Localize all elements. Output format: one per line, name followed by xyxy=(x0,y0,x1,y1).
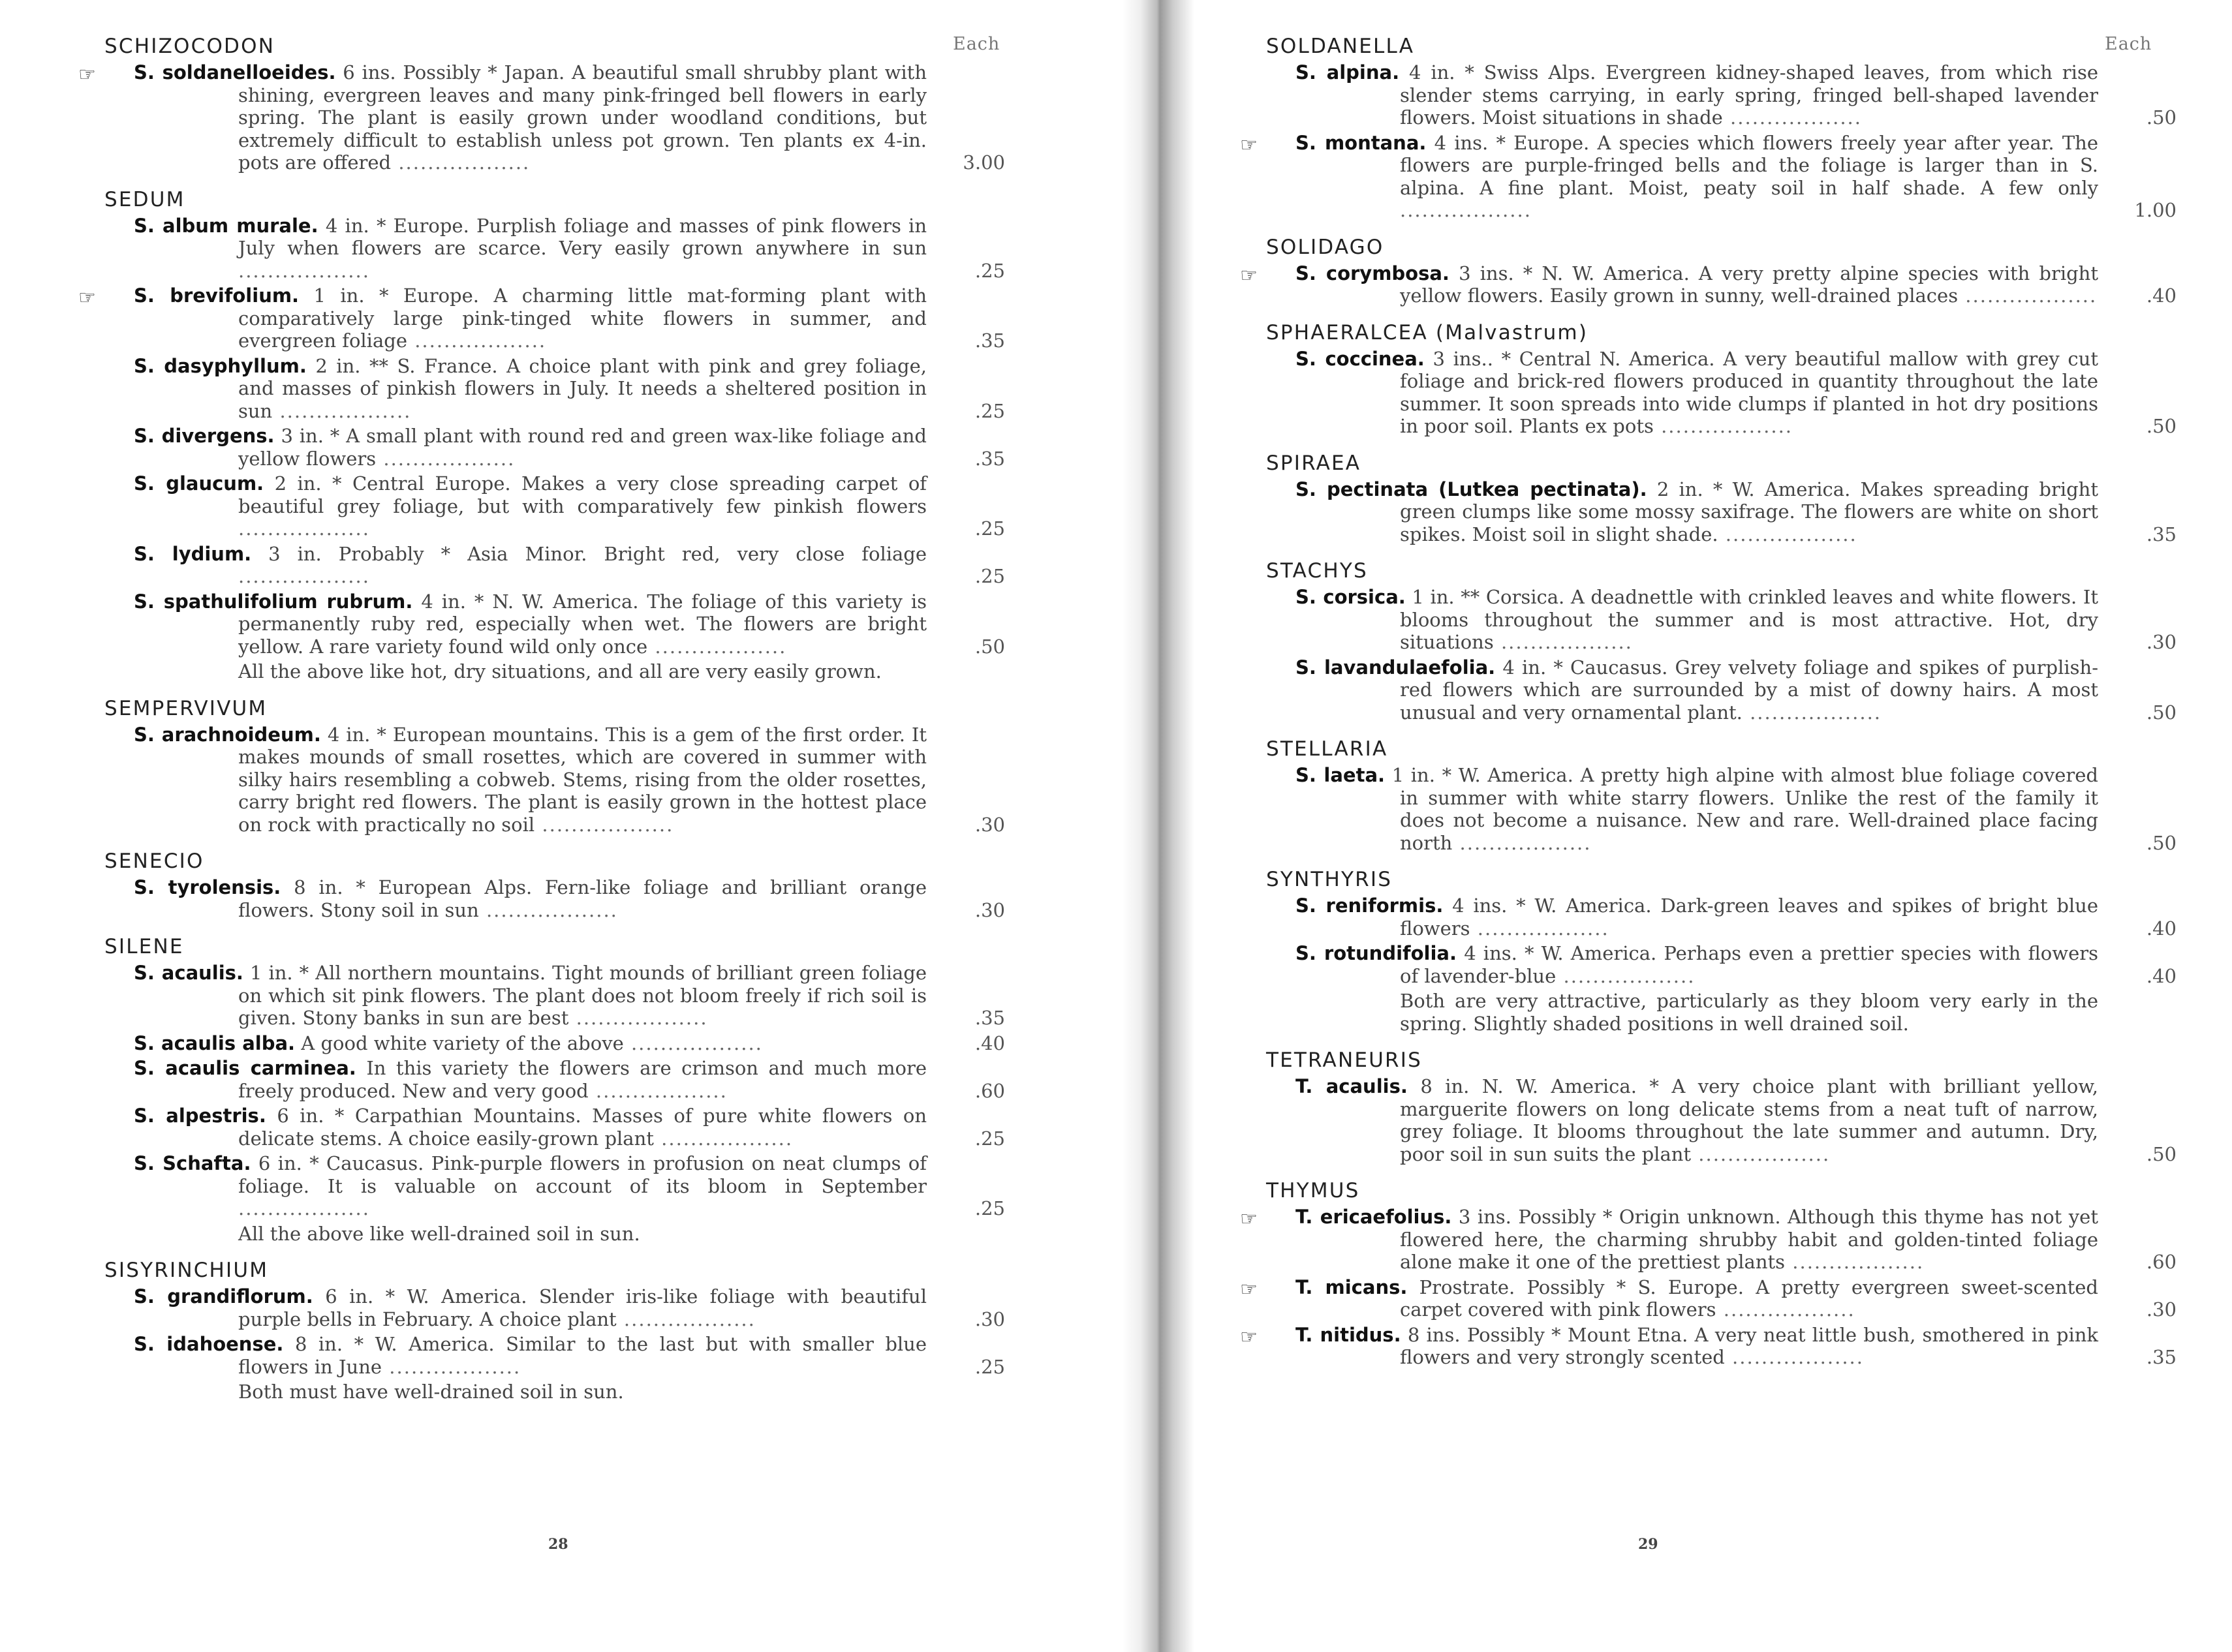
species-description: 1 in. ** Corsica. A deadnettle with crinkled leaves and white flowers. It blooms throughout the summer and is most attractive. Hot, dry situations xyxy=(1400,586,2098,653)
page-number: 29 xyxy=(1638,1536,1658,1553)
species-name: S. lavandulaefolia. xyxy=(1295,656,1496,679)
genus-heading: SCHIZOCODON xyxy=(104,35,275,58)
price: .35 xyxy=(974,1007,1005,1029)
plant-entry xyxy=(104,355,1005,423)
price: .40 xyxy=(974,1032,1005,1054)
plant-entry xyxy=(1240,1323,2177,1369)
genus-heading: SISYRINCHIUM xyxy=(104,1259,269,1282)
species-name: S. Schafta. xyxy=(134,1152,251,1174)
price: .50 xyxy=(2146,1142,2177,1165)
genus-heading: STACHYS xyxy=(1266,559,1368,583)
price: .25 xyxy=(974,259,1005,282)
catalog-column xyxy=(1240,34,2177,1371)
species-description: 3 ins. * N. W. America. A very pretty alpine species with bright yellow flowers. Easily grown in sunny, well-drained places xyxy=(1400,262,2098,307)
genus-heading: SPIRAEA xyxy=(1266,451,1361,475)
cultivation-note: Both are very attractive, particularly as they bloom very early in the spring. Slightly shaded positions in well drained soil. xyxy=(1400,990,2098,1035)
price: .30 xyxy=(2146,631,2177,653)
price: .50 xyxy=(2146,415,2177,437)
price: .35 xyxy=(974,329,1005,352)
book-gutter xyxy=(1123,0,1194,1652)
species-description: Prostrate. Possibly * S. Europe. A pretty evergreen sweet-scented carpet covered with pink flowers xyxy=(1400,1276,2099,1321)
leader-dots: .................. xyxy=(568,1007,708,1029)
price: 3.00 xyxy=(963,151,1005,174)
plant-entry xyxy=(104,215,1005,283)
catalog-column xyxy=(78,34,1005,1406)
leader-dots: .................. xyxy=(1716,1298,1855,1321)
plant-entry xyxy=(1240,1206,2177,1274)
species-description: 6 in. * W. America. Slender iris-like foliage with beautiful purple bells in February. A choice plant xyxy=(238,1285,927,1330)
leader-dots: .................. xyxy=(623,1032,763,1054)
pointing-hand-icon: ☞ xyxy=(78,286,96,309)
genus-heading: THYMUS xyxy=(1266,1179,1360,1202)
leader-dots: .................. xyxy=(238,1197,370,1219)
pointing-hand-icon: ☞ xyxy=(78,63,96,86)
price: .35 xyxy=(974,447,1005,470)
genus-heading: SOLDANELLA xyxy=(1266,35,1415,58)
species-name: S. tyrolensis. xyxy=(134,876,281,898)
price: .35 xyxy=(2146,523,2177,545)
species-name: S. idahoense. xyxy=(134,1333,284,1355)
price: .30 xyxy=(2146,1298,2177,1321)
pointing-hand-icon: ☞ xyxy=(1240,1325,1258,1349)
species-name: S. alpestris. xyxy=(134,1105,266,1127)
species-name: S. corsica. xyxy=(1295,586,1406,608)
species-name: S. acaulis alba. xyxy=(134,1032,296,1054)
leader-dots: .................. xyxy=(1556,964,1696,987)
leader-dots: .................. xyxy=(238,259,370,282)
plant-entry xyxy=(104,1032,1005,1055)
species-name: S. album murale. xyxy=(134,214,318,237)
species-name: S. grandiflorum. xyxy=(134,1285,313,1308)
species-name: S. dasyphyllum. xyxy=(134,354,307,377)
price: 1.00 xyxy=(2134,199,2177,221)
price: .25 xyxy=(974,1355,1005,1378)
species-name: S. glaucum. xyxy=(134,472,264,495)
leader-dots: .................. xyxy=(1452,831,1592,854)
species-name: S. rotundifolia. xyxy=(1295,942,1457,964)
leader-dots: .................. xyxy=(1691,1142,1831,1165)
species-description: 4 ins. * W. America. Dark-green leaves and spikes of bright blue flowers xyxy=(1400,895,2098,940)
leader-dots: .................. xyxy=(478,898,618,921)
plant-entry xyxy=(104,876,1005,921)
species-description: 4 ins. * Europe. A species which flowers freely year after year. The flowers are purple-fringed bells and the foliage is larger than in S. alpina. A fine plant. Moist, peaty soil in half shade. A few only xyxy=(1400,131,2099,199)
genus-heading: SENECIO xyxy=(104,849,204,873)
leader-dots: .................. xyxy=(616,1308,756,1330)
plant-entry xyxy=(104,543,1005,588)
price: .25 xyxy=(974,1197,1005,1219)
genus-heading: SOLIDAGO xyxy=(1266,235,1384,259)
plant-entry xyxy=(1240,1276,2177,1321)
species-description: 3 ins.. * Central N. America. A very beautiful mallow with grey cut foliage and brick-red flowers produced in quantity throughout the late summer. It soon spreads into wide clumps if planted in hot dry positions in poor soil. Plants ex pots xyxy=(1400,347,2098,437)
plant-entry xyxy=(1240,262,2177,307)
plant-entry xyxy=(104,472,1005,540)
price: .25 xyxy=(974,399,1005,422)
species-name: T. ericaefolius. xyxy=(1295,1206,1452,1228)
right-page xyxy=(1194,0,2232,1652)
plant-entry xyxy=(104,1285,1005,1330)
plant-entry xyxy=(1266,656,2177,724)
pointing-hand-icon: ☞ xyxy=(1240,133,1258,157)
plant-entry xyxy=(1240,131,2177,222)
leader-dots: .................. xyxy=(238,517,370,540)
price: .40 xyxy=(2146,917,2177,940)
species-name: S. reniformis. xyxy=(1295,895,1444,917)
plant-entry xyxy=(1266,61,2177,129)
plant-entry xyxy=(1266,764,2177,854)
leader-dots: .................. xyxy=(1400,199,1532,221)
species-description: 6 ins. Possibly * Japan. A beautiful small shrubby plant with shining, evergreen leaves and many pink-fringed bell flowers in early spring. The plant is easily grown under woodland conditions, but extremely difficult to establish unless pot grown. Ten plants ex 4-in. pots are offered xyxy=(238,61,927,174)
leader-dots: .................. xyxy=(588,1079,728,1102)
price: .30 xyxy=(974,1308,1005,1330)
species-name: S. pectinata (Lutkea pectinata). xyxy=(1295,478,1647,500)
plant-entry xyxy=(104,962,1005,1030)
plant-entry xyxy=(104,1152,1005,1220)
leader-dots: .................. xyxy=(1958,284,2098,307)
species-name: S. brevifolium. xyxy=(134,284,300,307)
leader-dots: .................. xyxy=(653,1127,794,1150)
species-description: 1 in. * Europe. A charming little mat-forming plant with comparatively large pink-tinged white flowers in summer, and evergreen foliage xyxy=(238,284,927,352)
leader-dots: .................. xyxy=(535,813,674,836)
plant-entry xyxy=(104,1333,1005,1378)
species-description: 4 in. * N. W. America. The foliage of this variety is permanently ruby red, especially when wet. The flowers are bright yellow. A rare variety found wild only once xyxy=(238,590,927,658)
pointing-hand-icon: ☞ xyxy=(1240,1277,1258,1301)
price: .30 xyxy=(974,898,1005,921)
species-name: T. acaulis. xyxy=(1295,1075,1408,1097)
leader-dots: .................. xyxy=(1722,106,1862,129)
genus-heading: SPHAERALCEA (Malvastrum) xyxy=(1266,320,1589,344)
species-description: 8 ins. Possibly * Mount Etna. A very neat little bush, smothered in pink flowers and very strongly scented xyxy=(1400,1323,2099,1368)
plant-entry xyxy=(78,61,1005,174)
species-description: 2 in. * W. America. Makes spreading bright green clumps like some mossy saxifrage. The flowers are white on short spikes. Moist soil in slight shade. xyxy=(1400,478,2099,545)
species-description: 1 in. * W. America. A pretty high alpine with almost blue foliage covered in summer with white starry flowers. Unlike the rest of the family it does not become a nuisance. New and rare. Well-drained place facing north xyxy=(1391,764,2098,854)
price: .25 xyxy=(974,565,1005,587)
species-description: 8 in. * W. America. Similar to the last but with smaller blue flowers in June xyxy=(238,1333,927,1378)
leader-dots: .................. xyxy=(1718,523,1857,545)
price: .35 xyxy=(2146,1346,2177,1368)
species-description: 3 ins. Possibly * Origin unknown. Although this thyme has not yet flowered here, the charming shrubby habit and golden-tinted foliage alone make it one of the prettiest plants xyxy=(1400,1206,2099,1273)
each-label: Each xyxy=(2105,34,2152,54)
species-description: 4 in. * Swiss Alps. Evergreen kidney-shaped leaves, from which rise slender stems carrying, in early spring, fringed bell-shaped lavender flowers. Moist situations in shade xyxy=(1400,61,2098,129)
plant-entry xyxy=(78,284,1005,352)
genus-heading: SEDUM xyxy=(104,187,185,211)
species-name: S. acaulis. xyxy=(134,962,243,984)
species-name: S. arachnoideum. xyxy=(134,723,321,746)
leader-dots: .................. xyxy=(272,399,412,422)
plant-entry xyxy=(1266,895,2177,940)
species-description: 3 in. Probably * Asia Minor. Bright red, very close foliage xyxy=(268,542,927,565)
species-name: S. spathulifolium rubrum. xyxy=(134,590,413,613)
leader-dots: .................. xyxy=(647,635,787,658)
price: .50 xyxy=(2146,701,2177,724)
species-description: 4 ins. * W. America. Perhaps even a prettier species with flowers of lavender-blue xyxy=(1400,942,2098,987)
species-description: In this variety the flowers are crimson and much more freely produced. New and very good xyxy=(238,1057,927,1102)
price: .25 xyxy=(974,1127,1005,1150)
plant-entry xyxy=(104,1057,1005,1102)
page-number: 28 xyxy=(548,1536,568,1553)
cultivation-note: All the above like hot, dry situations, and all are very easily grown. xyxy=(238,660,882,682)
plant-entry xyxy=(1266,942,2177,987)
leader-dots: .................. xyxy=(382,1355,521,1378)
leader-dots: .................. xyxy=(407,329,547,352)
price: .60 xyxy=(974,1079,1005,1102)
plant-entry xyxy=(1266,1075,2177,1165)
leader-dots: .................. xyxy=(376,447,516,470)
species-description: 4 in. * Europe. Purplish foliage and masses of pink flowers in July when flowers are scarce. Very easily grown anywhere in sun xyxy=(238,214,927,259)
pointing-hand-icon: ☞ xyxy=(1240,1208,1258,1231)
genus-heading: TETRANEURIS xyxy=(1266,1048,1422,1072)
species-name: T. nitidus. xyxy=(1295,1323,1401,1346)
species-description: 1 in. * All northern mountains. Tight mounds of brilliant green foliage on which sit pink flowers. The plant does not bloom freely if rich soil is given. Stony banks in sun are best xyxy=(238,962,927,1029)
species-description: 2 in. ** S. France. A choice plant with pink and grey foliage, and masses of pinkish flowers in July. It needs a sheltered position in sun xyxy=(238,354,927,422)
plant-entry xyxy=(1266,348,2177,438)
species-description: 4 in. * European mountains. This is a gem of the first order. It makes mounds of small rosettes, which are covered in summer with silky hairs resembling a cobweb. Stems, rising from the older rosettes, carry bright red flowers. The plant is easily grown in the hottest place on rock with practically no soil xyxy=(238,723,927,836)
plant-entry xyxy=(104,590,1005,658)
cultivation-note: Both must have well-drained soil in sun. xyxy=(238,1381,624,1403)
price: .30 xyxy=(974,813,1005,836)
leader-dots: .................. xyxy=(1493,631,1633,653)
leader-dots: .................. xyxy=(1785,1251,1925,1273)
species-description: 6 in. * Carpathian Mountains. Masses of pure white flowers on delicate stems. A choice easily-grown plant xyxy=(238,1105,927,1150)
species-name: S. laeta. xyxy=(1295,764,1386,786)
plant-entry xyxy=(1266,586,2177,654)
species-name: S. acaulis carminea. xyxy=(134,1057,356,1079)
species-description: A good white variety of the above xyxy=(301,1032,624,1054)
species-name: S. soldanelloeides. xyxy=(134,61,336,84)
species-description: 4 in. * Caucasus. Grey velvety foliage and spikes of purplish-red flowers which are surrounded by a mist of downy hairs. A most unusual and very ornamental plant. xyxy=(1400,656,2099,724)
species-name: S. corymbosa. xyxy=(1295,262,1449,284)
price: .50 xyxy=(2146,106,2177,129)
cultivation-note: All the above like well-drained soil in sun. xyxy=(238,1222,640,1245)
genus-heading: SYNTHYRIS xyxy=(1266,868,1393,891)
leader-dots: .................. xyxy=(391,151,531,174)
genus-heading: SEMPERVIVUM xyxy=(104,696,268,720)
plant-entry xyxy=(104,724,1005,836)
leader-dots: .................. xyxy=(1724,1346,1864,1368)
plant-entry xyxy=(104,425,1005,470)
plant-entry xyxy=(1266,478,2177,546)
pointing-hand-icon: ☞ xyxy=(1240,264,1258,287)
species-name: S. montana. xyxy=(1295,131,1427,154)
genus-heading: SILENE xyxy=(104,935,184,958)
leader-dots: .................. xyxy=(1653,415,1793,437)
species-description: 2 in. * Central Europe. Makes a very close spreading carpet of beautiful grey foliage, but with comparatively few pinkish flowers xyxy=(238,472,927,517)
price: .60 xyxy=(2146,1251,2177,1273)
species-name: S. divergens. xyxy=(134,425,275,447)
species-description: 3 in. * A small plant with round red and green wax-like foliage and yellow flowers xyxy=(238,425,927,470)
species-name: S. lydium. xyxy=(134,542,252,565)
species-description: 8 in. * European Alps. Fern-like foliage and brilliant orange flowers. Stony soil in sun xyxy=(238,876,927,921)
leader-dots: .................. xyxy=(1742,701,1882,724)
leader-dots: .................. xyxy=(238,565,370,587)
species-name: S. alpina. xyxy=(1295,61,1400,84)
price: .40 xyxy=(2146,964,2177,987)
price: .50 xyxy=(974,635,1005,658)
species-description: 6 in. * Caucasus. Pink-purple flowers in profusion on neat clumps of foliage. It is valuable on account of its bloom in September xyxy=(238,1152,927,1197)
species-name: T. micans. xyxy=(1295,1276,1408,1298)
species-name: S. coccinea. xyxy=(1295,347,1425,370)
plant-entry xyxy=(104,1105,1005,1150)
genus-heading: STELLARIA xyxy=(1266,737,1388,761)
leader-dots: .................. xyxy=(1470,917,1609,940)
price: .50 xyxy=(2146,831,2177,854)
price: .40 xyxy=(2146,284,2177,307)
species-description: 8 in. N. W. America. * A very choice plant with brilliant yellow, marguerite flowers on long delicate stems from a neat tuft of narrow, grey foliage. It blooms throughout the late summer and autumn. Dry, poor soil in sun suits the plant xyxy=(1400,1075,2098,1165)
each-label: Each xyxy=(953,34,1000,54)
price: .25 xyxy=(974,517,1005,540)
